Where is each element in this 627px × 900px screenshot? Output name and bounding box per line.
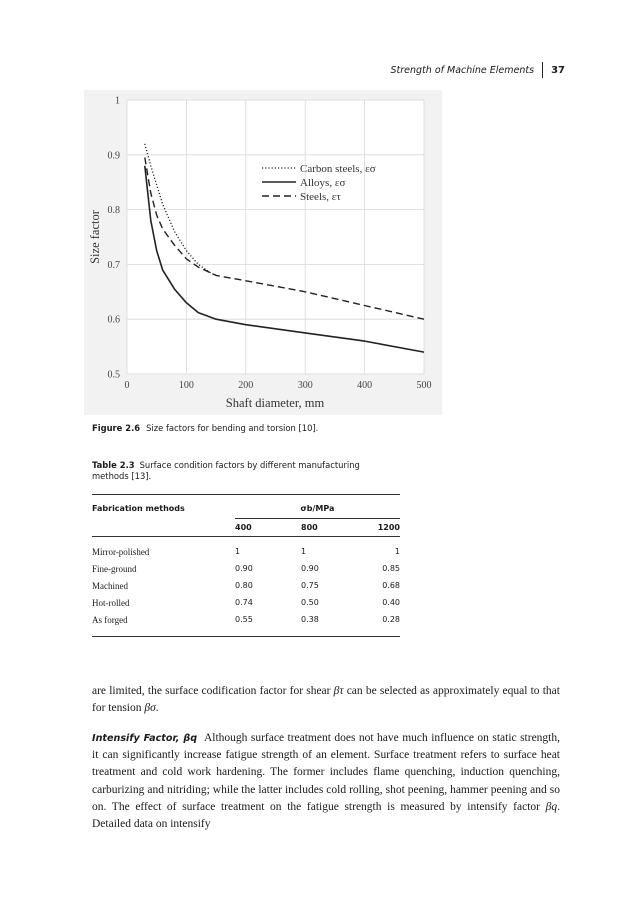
method-cell: Machined <box>92 580 128 591</box>
value-cell: 0.85 <box>382 564 400 573</box>
value-cell: 0.68 <box>382 581 400 590</box>
paragraph-text: are limited, the surface codification factor for shear <box>92 685 334 697</box>
table-row <box>92 560 400 577</box>
section-run-in-heading: Intensify Factor, βq <box>92 733 198 744</box>
value-cell: 0.28 <box>382 615 400 624</box>
table-caption-label: Table 2.3 <box>92 460 135 470</box>
y-axis-label: Size factor <box>88 210 102 264</box>
method-cell: As forged <box>92 614 128 625</box>
value-cell: 0.50 <box>301 598 319 607</box>
y-tick-label: 0.7 <box>107 259 120 271</box>
legend-label: Alloys, εσ <box>300 177 346 189</box>
value-cell: 1 <box>235 547 241 556</box>
size-factor-figure <box>84 90 442 415</box>
value-cell: 0.75 <box>301 581 319 590</box>
y-tick-label: 1 <box>115 95 120 107</box>
value-cell: 0.38 <box>301 615 319 624</box>
row-header: Fabrication methods <box>92 503 185 513</box>
value-cell: 0.80 <box>235 581 253 590</box>
value-cell: 1 <box>394 547 400 556</box>
method-cell: Mirror-polished <box>92 546 150 557</box>
value-cell: 0.55 <box>235 615 253 624</box>
figure-caption <box>92 423 318 433</box>
plot-area <box>127 100 424 374</box>
group-header: σb/MPa <box>300 503 335 513</box>
column-header: 400 <box>235 523 252 532</box>
y-tick-label: 0.8 <box>107 205 120 217</box>
y-tick-label: 0.5 <box>107 369 120 381</box>
value-cell: 0.90 <box>235 564 253 573</box>
x-tick-label: 200 <box>238 380 254 391</box>
running-head-title: Strength of Machine Elements <box>390 64 535 76</box>
paragraph-1 <box>92 683 560 717</box>
paragraph-text: . Detailed data on intensify <box>92 800 560 831</box>
x-tick-label: 400 <box>357 380 373 391</box>
value-cell: 0.90 <box>301 564 319 573</box>
value-cell: 0.40 <box>382 598 400 607</box>
table-caption <box>92 460 392 482</box>
paragraph-text: . <box>155 702 159 715</box>
method-cell: Hot-rolled <box>92 597 130 608</box>
beta-tau-symbol: βτ <box>333 685 344 697</box>
paragraph-text: Although surface treatment does not have much influence on static strength, it can significantly increase fatigue strength of an element. Surface treatment refers to surface heat treatment and cold work hardening. The former includes flame quenching, induction quenching, carburizing and nitriding; while the latter includes cold rolling, shot peening, hammer peening and so on. The effect of surface treatment on the fatigue strength is measured by intensify factor <box>92 732 561 813</box>
column-header: 1200 <box>377 523 400 532</box>
paragraph-text: can be selected as approximately equal to that for tension <box>92 685 560 715</box>
table-header-row <box>92 498 400 518</box>
x-axis-label: Shaft diameter, mm <box>225 396 325 410</box>
running-head-divider <box>542 62 543 78</box>
table-row <box>92 594 400 611</box>
table-bottom-rule <box>92 636 400 637</box>
x-tick-label: 300 <box>297 380 313 391</box>
x-tick-label: 500 <box>416 380 432 391</box>
method-cell: Fine-ground <box>92 563 137 574</box>
page-number: 37 <box>551 64 565 76</box>
running-head <box>391 62 566 78</box>
legend-label: Carbon steels, εσ <box>300 163 376 175</box>
table-caption-text: Surface condition factors by different manufacturing methods [13]. <box>92 460 360 481</box>
y-tick-label: 0.9 <box>107 150 120 162</box>
table-top-rule <box>92 494 400 495</box>
column-header-row <box>92 519 400 536</box>
legend-label: Steels, ετ <box>300 191 341 203</box>
x-tick-label: 100 <box>178 380 194 391</box>
beta-q-symbol: βq <box>545 800 558 813</box>
table-row <box>92 543 400 560</box>
figure-caption-text: Size factors for bending and torsion [10]. <box>146 423 319 433</box>
beta-sigma-symbol: βσ <box>144 702 156 715</box>
column-header: 800 <box>301 523 318 532</box>
table-mid-rule <box>92 536 400 537</box>
table-row <box>92 577 400 594</box>
value-cell: 0.74 <box>235 598 253 607</box>
value-cell: 1 <box>301 547 307 556</box>
size-factor-chart <box>84 90 442 415</box>
x-tick-label: 0 <box>124 380 130 391</box>
figure-caption-label: Figure 2.6 <box>92 423 141 433</box>
y-tick-label: 0.6 <box>107 314 120 326</box>
table-row <box>92 611 400 628</box>
surface-factor-table <box>92 494 400 637</box>
paragraph-2 <box>92 730 560 833</box>
